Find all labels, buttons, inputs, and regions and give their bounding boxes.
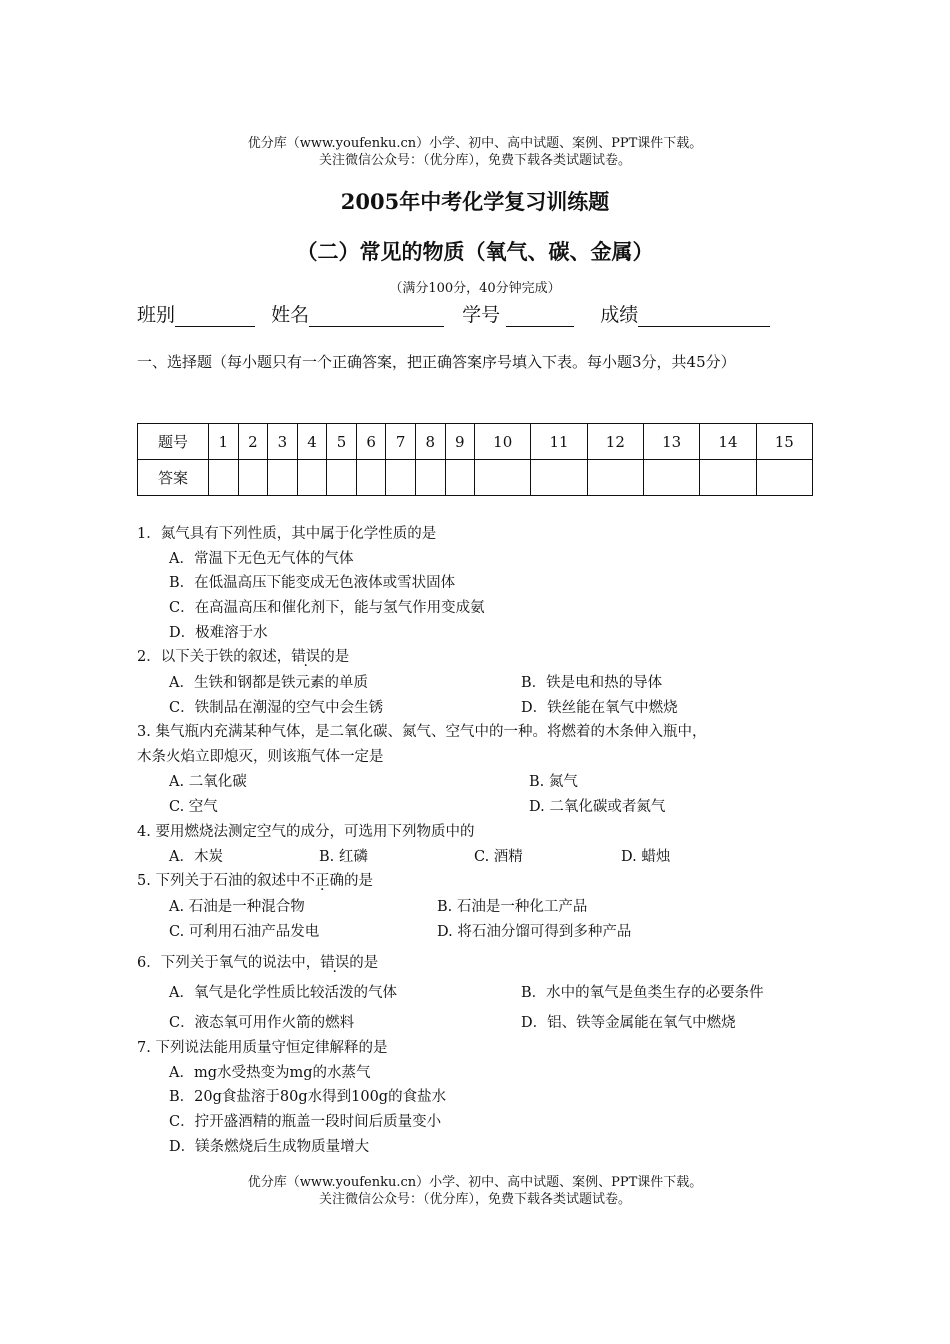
q7-stem: 7. 下列说法能用质量守恒定律解释的是: [137, 1040, 388, 1056]
answer-cell[interactable]: [238, 460, 268, 496]
score-label: 成绩: [600, 304, 639, 326]
section-heading: 一、选择题（每小题只有一个正确答案，把正确答案序号填入下表。每小题3分，共45分）: [137, 353, 736, 371]
number-cell: 9: [445, 424, 475, 460]
answer-cell[interactable]: [475, 460, 531, 496]
q4-option-c: C. 酒精: [474, 849, 523, 865]
q6-stem: [137, 953, 378, 973]
q2-option-a: A．生铁和钢都是铁元素的单质: [169, 675, 368, 691]
q1-option-d: D．极难溶于水: [169, 625, 268, 641]
q7-option-d: D．镁条燃烧后生成物质量增大: [169, 1139, 370, 1155]
q3-stem-line-2: 木条火焰立即熄灭，则该瓶气体一定是: [137, 749, 384, 765]
answer-cell[interactable]: [587, 460, 643, 496]
q3-option-b: B. 氮气: [529, 774, 578, 790]
answer-cell[interactable]: [531, 460, 587, 496]
q6-stem-emphasis: 错误: [320, 955, 350, 971]
answer-table: [137, 423, 813, 496]
q1-option-b: B．在低温高压下能变成无色液体或雪状固体: [169, 575, 456, 591]
q4-stem: 4. 要用燃烧法测定空气的成分，可选用下列物质中的: [137, 824, 475, 840]
q5-stem: [137, 871, 373, 891]
q6-option-b: B．水中的氧气是鱼类生存的必要条件: [521, 985, 764, 1001]
answer-cell[interactable]: [644, 460, 700, 496]
number-cell: 7: [386, 424, 416, 460]
answer-cell[interactable]: [445, 460, 475, 496]
q6-option-d: D．铝、铁等金属能在氧气中燃烧: [521, 1015, 736, 1031]
q1-stem: 1．氮气具有下列性质，其中属于化学性质的是: [137, 526, 437, 542]
q7-option-a: A．mg水受热变为mg的水蒸气: [169, 1065, 371, 1081]
number-cell: 4: [297, 424, 327, 460]
q3-stem-line-1: 3. 集气瓶内充满某种气体，是二氧化碳、氮气、空气中的一种。将燃着的木条伸入瓶中，: [137, 724, 707, 740]
number-cell: 15: [756, 424, 812, 460]
q7-option-b: B．20g食盐溶于80g水得到100g的食盐水: [169, 1089, 447, 1105]
footer-line-2: 关注微信公众号：（优分库），免费下载各类试题试卷。: [318, 1192, 631, 1207]
page-title: 2005年中考化学复习训练题: [340, 189, 610, 214]
answer-row: [138, 460, 813, 496]
number-cell: 3: [268, 424, 298, 460]
answer-cell[interactable]: [297, 460, 327, 496]
name-blank[interactable]: [309, 306, 444, 327]
row-label-answer: 答案: [138, 460, 209, 496]
q6-option-a: A．氧气是化学性质比较活泼的气体: [169, 985, 397, 1001]
score-blank[interactable]: [638, 306, 770, 327]
name-label: 姓名: [271, 304, 310, 326]
exam-note: （满分100分，40分钟完成）: [389, 281, 561, 296]
q2-option-c: C．铁制品在潮湿的空气中会生锈: [169, 700, 384, 716]
q4-option-b: B. 红磷: [319, 849, 368, 865]
q7-option-c: C．拧开盛酒精的瓶盖一段时间后质量变小: [169, 1114, 442, 1130]
page-subtitle: （二）常见的物质（氧气、碳、金属）: [296, 239, 654, 264]
class-blank[interactable]: [175, 306, 255, 327]
number-label: 学号: [462, 304, 501, 326]
answer-cell[interactable]: [209, 460, 239, 496]
footer-line-1: 优分库（www.youfenku.cn）小学、初中、高中试题、案例、PPT课件下载。: [247, 1175, 703, 1190]
q5-option-a: A. 石油是一种混合物: [169, 899, 305, 915]
number-cell: 6: [356, 424, 386, 460]
q6-stem-post: 的是: [349, 955, 379, 971]
q3-option-d: D. 二氧化碳或者氮气: [529, 799, 666, 815]
number-cell: 13: [644, 424, 700, 460]
answer-cell[interactable]: [268, 460, 298, 496]
number-cell: 10: [475, 424, 531, 460]
q5-stem-post: 的是: [343, 873, 373, 889]
q6-stem-pre: 6．下列关于氧气的说法中，: [137, 955, 321, 971]
q3-option-c: C. 空气: [169, 799, 218, 815]
q2-stem-emphasis: 错误: [291, 649, 321, 665]
q2-option-b: B．铁是电和热的导体: [521, 675, 663, 691]
number-cell: 14: [700, 424, 756, 460]
q5-option-d: D. 将石油分馏可得到多种产品: [437, 924, 632, 940]
row-label-number: 题号: [138, 424, 209, 460]
q4-option-a: A．木炭: [169, 849, 223, 865]
question-number-row: [138, 424, 813, 460]
answer-cell[interactable]: [356, 460, 386, 496]
q6-option-c: C．液态氧可用作火箭的燃料: [169, 1015, 355, 1031]
q2-stem: [137, 647, 349, 667]
number-blank[interactable]: [506, 306, 574, 327]
q1-option-a: A．常温下无色无气体的气体: [169, 551, 354, 567]
q2-stem-pre: 2．以下关于铁的叙述，: [137, 649, 292, 665]
answer-cell[interactable]: [386, 460, 416, 496]
answer-cell[interactable]: [756, 460, 812, 496]
q5-option-b: B. 石油是一种化工产品: [437, 899, 588, 915]
number-cell: 5: [327, 424, 357, 460]
header-line-1: 优分库（www.youfenku.cn）小学、初中、高中试题、案例、PPT课件下载。: [247, 136, 703, 151]
number-cell: 2: [238, 424, 268, 460]
q5-stem-emphasis: 不正确: [300, 873, 344, 889]
number-cell: 11: [531, 424, 587, 460]
q3-option-a: A. 二氧化碳: [169, 774, 247, 790]
number-cell: 8: [415, 424, 445, 460]
q5-stem-pre: 5. 下列关于石油的叙述中: [137, 873, 301, 889]
class-label: 班别: [137, 304, 176, 326]
number-cell: 12: [587, 424, 643, 460]
student-info-row: [137, 300, 770, 327]
q2-stem-post: 的是: [320, 649, 350, 665]
answer-cell[interactable]: [327, 460, 357, 496]
answer-cell[interactable]: [415, 460, 445, 496]
q1-option-c: C．在高温高压和催化剂下，能与氢气作用变成氨: [169, 600, 485, 616]
header-line-2: 关注微信公众号：（优分库），免费下载各类试题试卷。: [318, 153, 631, 168]
q4-option-d: D. 蜡烛: [621, 849, 671, 865]
q5-option-c: C. 可利用石油产品发电: [169, 924, 320, 940]
number-cell: 1: [209, 424, 239, 460]
q2-option-d: D．铁丝能在氧气中燃烧: [521, 700, 678, 716]
answer-cell[interactable]: [700, 460, 756, 496]
